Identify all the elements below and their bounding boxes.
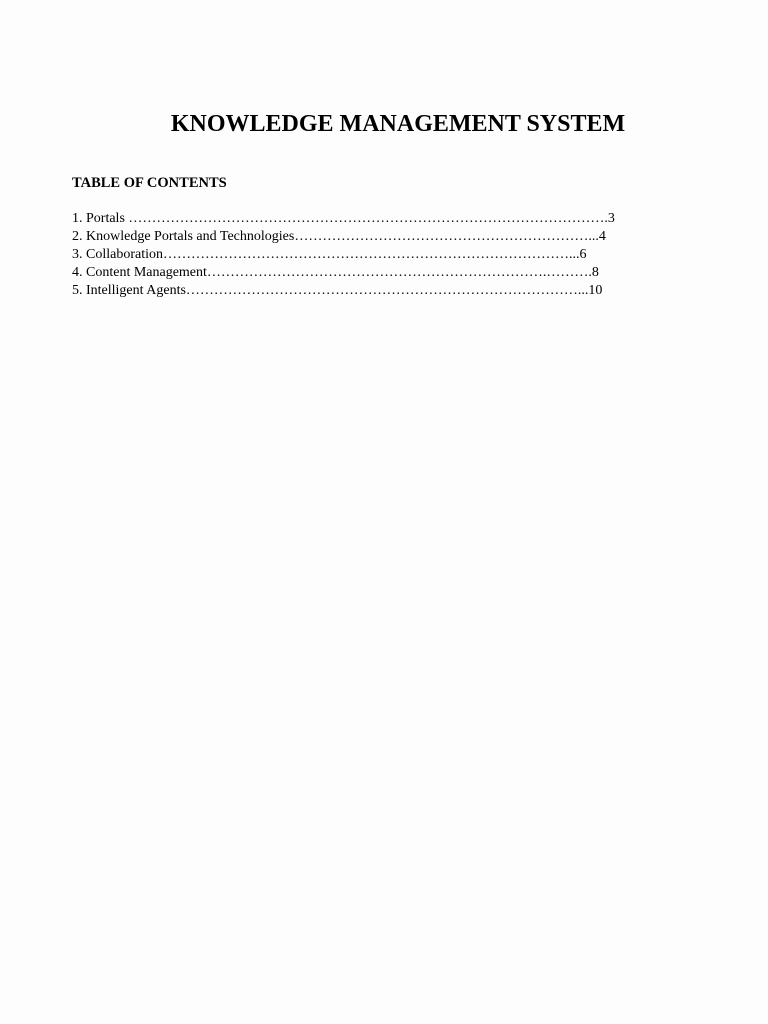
- toc-entry-portals: 1. Portals ………………………………………………………………………………………….3: [72, 211, 615, 226]
- toc-entry-knowledge-portals: 2. Knowledge Portals and Technologies………………………………………………………...4: [72, 229, 606, 244]
- toc-entry-collaboration: 3. Collaboration……………………………………………………………………………...6: [72, 247, 587, 262]
- toc-entry-content-management: 4. Content Management……………………………………………………………….……….8: [72, 265, 599, 280]
- table-of-contents: [72, 210, 615, 300]
- toc-heading: TABLE OF CONTENTS: [72, 175, 227, 191]
- document-title: KNOWLEDGE MANAGEMENT SYSTEM: [170, 111, 626, 137]
- toc-entry-intelligent-agents: 5. Intelligent Agents…………………………………………………………………………...10: [72, 283, 603, 298]
